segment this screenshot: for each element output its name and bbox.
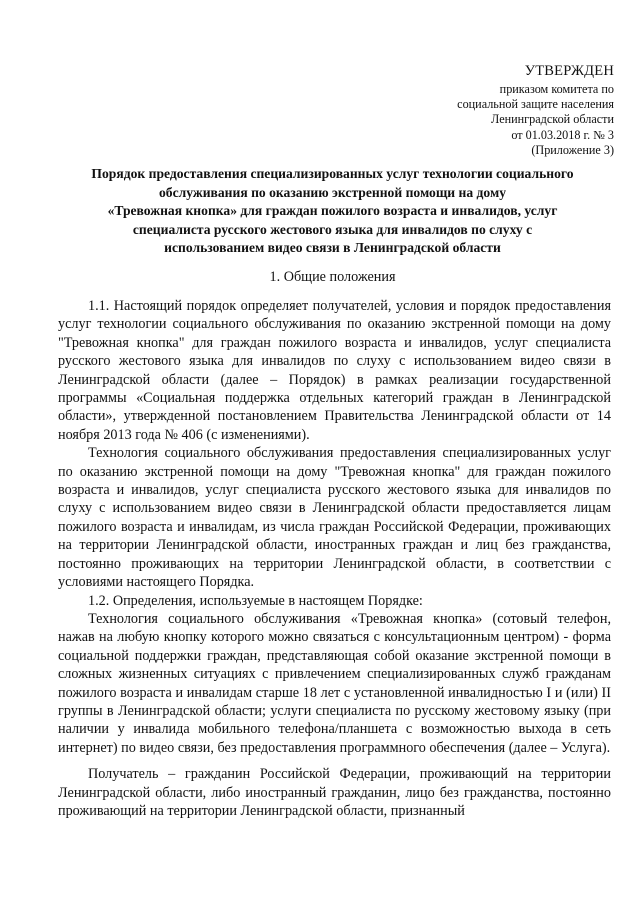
title-line: использованием видео связи в Ленинградской области	[164, 240, 501, 256]
document-title	[50, 165, 615, 258]
paragraph: Получатель – гражданин Российской Федерации, проживающий на территории Ленинградской области, либо иностранный гражданин, лицо без гражданства, постоянно проживающий на территории Ленинградской области, признанный	[58, 766, 611, 819]
approval-line: от 01.03.2018 г. № 3	[511, 127, 614, 142]
paragraph: 1.2. Определения, используемые в настоящем Порядке:	[88, 592, 423, 609]
approval-line: (Приложение 3)	[531, 142, 614, 157]
title-line: специалиста русского жестового языка для инвалидов по слуху с	[132, 221, 533, 237]
approval-line: приказом комитета по	[499, 82, 614, 96]
paragraph: Технология социального обслуживания «Тревожная кнопка» (сотовый телефон, нажав на любую кнопку которого можно связаться с консультационным центром) - форма социальной поддержки граждан, представляющая собой оказание экстренной помощи в сложных жизненных ситуациях с привлечением специализированных служб гражданам пожилого возраста и инвалидам старше 18 лет с установленной инвалидностью I и (или) II группы в Ленинградской области; услуги специалиста по русскому жестовому языку (при наличии у инвалида мобильного телефона/планшета с возможностью выхода в сеть интернет) по видео связи, без предоставления программного обеспечения (далее – Услуга).	[58, 610, 611, 756]
title-line: обслуживания по оказанию экстренной помощи на дому	[158, 184, 507, 200]
approval-line: социальной защите населения	[457, 97, 614, 112]
section-heading: 1. Общие положения	[269, 269, 396, 285]
document-body	[58, 297, 611, 820]
approval-heading: УТВЕРЖДЕН	[524, 63, 614, 79]
paragraph: Технология социального обслуживания предоставления специализированных услуг по оказанию экстренной помощи на дому "Тревожная кнопка" для граждан пожилого возраста и инвалидов, услуг специалиста русского жестового языка для инвалидов по слуху с использованием видео связи в Ленинградской области предоставляется лицам пожилого возраста и инвалидам, из числа граждан Российской Федерации, проживающих на территории Ленинградской области, иностранных граждан и лиц без гражданства, постоянно проживающих на территории Ленинградской области, в соответствии с условиями настоящего Порядка.	[58, 445, 611, 591]
title-line: Порядок предоставления специализированных услуг технологии социального	[91, 166, 574, 181]
approval-line: Ленинградской области	[491, 112, 614, 127]
approval-stamp-block	[457, 62, 614, 158]
paragraph: 1.1. Настоящий порядок определяет получателей, условия и порядок предоставления услуг технологии социального обслуживания по оказанию экстренной помощи на дому "Тревожная кнопка" для граждан пожилого возраста и инвалидов, услуг специалиста русского жестового языка для инвалидов по слуху с использованием видео связи в Ленинградской области (далее – Порядок) в рамках реализации государственной программы «Социальная поддержка отдельных категорий граждан в Ленинградской области», утвержденной постановлением Правительства Ленинградской области от 14 ноября 2013 года № 406 (с изменениями).	[58, 298, 611, 443]
title-line: «Тревожная кнопка» для граждан пожилого возраста и инвалидов, услуг	[107, 203, 558, 219]
